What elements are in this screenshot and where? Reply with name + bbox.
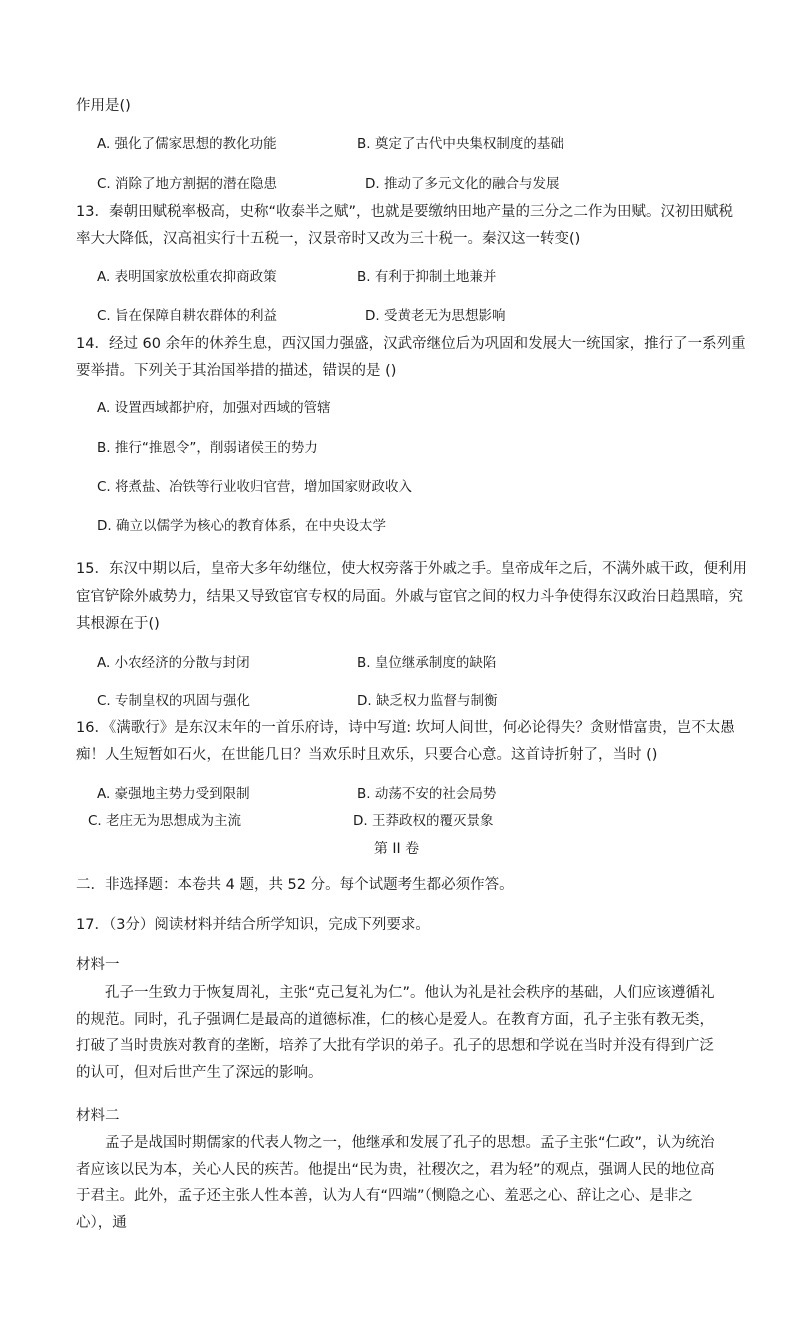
material-2-label: 材料二 bbox=[76, 1108, 120, 1124]
q15-option-b: B. 皇位继承制度的缺陷 bbox=[357, 655, 497, 671]
q14-option-d: D. 确立以儒学为核心的教育体系，在中央设太学 bbox=[97, 518, 386, 534]
section-2-intro: 二．非选择题：本卷共 4 题，共 52 分。每个试题考生都必须作答。 bbox=[76, 877, 514, 893]
q17-stem: 17．（3分）阅读材料并结合所学知识，完成下列要求。 bbox=[76, 917, 430, 933]
q13-stem-line2: 率大大降低，汉高祖实行十五税一，汉景帝时又改为三十税一。秦汉这一转变() bbox=[76, 231, 581, 247]
q16-option-a: A. 豪强地主势力受到限制 bbox=[97, 786, 250, 802]
q16-option-c: C. 老庄无为思想成为主流 bbox=[88, 813, 242, 829]
q15-stem-line3: 其根源在于() bbox=[76, 616, 160, 632]
q13-option-b: B. 有利于抑制土地兼并 bbox=[357, 269, 497, 285]
q12-option-c: C. 消除了地方割据的潜在隐患 bbox=[97, 176, 278, 192]
q12-stem-tail: 作用是() bbox=[76, 98, 131, 114]
q13-option-a: A. 表明国家放松重农抑商政策 bbox=[97, 269, 277, 285]
q14-stem-line2: 要举措。下列关于其治国举措的描述，错误的是 () bbox=[76, 363, 397, 379]
q15-stem-line2: 宦官铲除外戚势力，结果又导致宦官专权的局面。外戚与宦官之间的权力斗争使得东汉政治日趋黑暗，究 bbox=[76, 589, 743, 605]
q12-option-d: D. 推动了多元文化的融合与发展 bbox=[365, 176, 560, 192]
q15-option-c: C. 专制皇权的巩固与强化 bbox=[97, 693, 251, 709]
q13-stem-line1: 13．秦朝田赋税率极高，史称“收泰半之赋”，也就是要缴纳田地产量的三分之二作为田赋。汉初田赋税 bbox=[76, 204, 733, 220]
q14-option-c: C. 将煮盐、冶铁等行业收归官营，增加国家财政收入 bbox=[97, 479, 413, 495]
section-2-title: 第 II 卷 bbox=[373, 841, 420, 857]
q16-option-d: D. 王莽政权的覆灭景象 bbox=[353, 813, 494, 829]
q14-option-b: B. 推行“推恩令”，削弱诸侯王的势力 bbox=[97, 440, 318, 456]
q15-option-d: D. 缺乏权力监督与制衡 bbox=[357, 693, 498, 709]
material-2-text: 孟子是战国时期儒家的代表人物之一，他继承和发展了孔子的思想。孟子主张“仁政”，认为统治者应该以民为本，关心人民的疾苦。他提出“民为贵，社稷次之，君为轻”的观点，强调人民的地位高于君主。此外，孟子还主张人性本善，认为人有“四端”（恻隐之心、羞恶之心、辞让之心、是非之心），通 bbox=[76, 1135, 715, 1231]
q12-option-a: A. 强化了儒家思想的教化功能 bbox=[97, 136, 277, 152]
q14-stem-line1: 14．经过 60 余年的休养生息，西汉国力强盛，汉武帝继位后为巩固和发展大一统国家，推行了一系列重 bbox=[76, 336, 746, 352]
material-1-label: 材料一 bbox=[76, 957, 120, 973]
q13-option-c: C. 旨在保障自耕农群体的利益 bbox=[97, 308, 278, 324]
q15-stem-line1: 15．东汉中期以后，皇帝大多年幼继位，使大权旁落于外戚之手。皇帝成年之后，不满外戚干政，便利用 bbox=[76, 561, 747, 577]
q13-option-d: D. 受黄老无为思想影响 bbox=[365, 308, 506, 324]
q14-option-a: A. 设置西域都护府，加强对西域的管辖 bbox=[97, 400, 331, 416]
q12-option-b: B. 奠定了古代中央集权制度的基础 bbox=[357, 136, 564, 152]
q16-stem-line2: 痴！人生短暂如石火，在世能几日？当欢乐时且欢乐，只要合心意。这首诗折射了，当时 () bbox=[76, 747, 658, 763]
q16-option-b: B. 动荡不安的社会局势 bbox=[357, 786, 497, 802]
material-1-text: 孔子一生致力于恢复周礼，主张“克己复礼为仁”。他认为礼是社会秩序的基础，人们应该遵循礼的规范。同时，孔子强调仁是最高的道德标准，仁的核心是爱人。在教育方面，孔子主张有教无类，打破了当时贵族对教育的垄断，培养了大批有学识的弟子。孔子的思想和学说在当时并没有得到广泛的认可，但对后世产生了深远的影响。 bbox=[76, 985, 715, 1081]
q15-option-a: A. 小农经济的分散与封闭 bbox=[97, 655, 250, 671]
q16-stem-line1: 16．《满歌行》是东汉末年的一首乐府诗，诗中写道: 坎坷人间世，何必论得失？贪财惜富贵，岂不太愚 bbox=[76, 720, 735, 736]
